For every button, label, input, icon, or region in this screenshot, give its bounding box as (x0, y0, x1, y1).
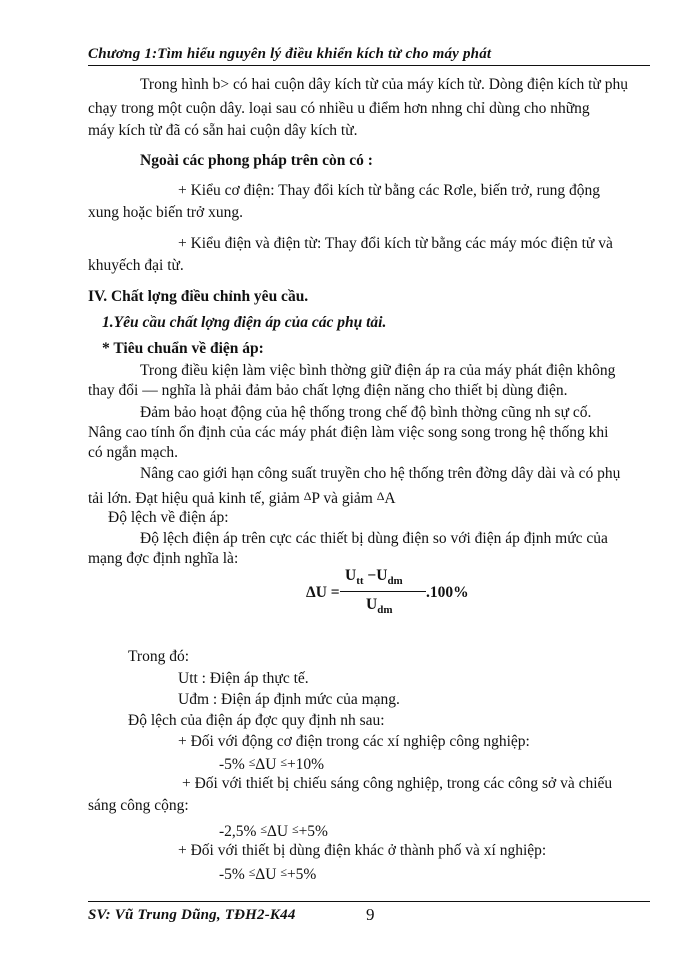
paragraph-line: mạng đợc định nghĩa là: (88, 550, 239, 567)
range-var: ΔU (255, 866, 277, 883)
range-other (219, 862, 316, 885)
paragraph-line: Nâng cao giới hạn công suất truyền cho hệ thống trên đờng dây dài và có phụ (140, 465, 621, 482)
formula-var: U (366, 596, 378, 613)
le-symbol: ≤ (280, 865, 287, 879)
formula-denominator (366, 596, 392, 616)
case-lighting: + Đối với thiết bị chiếu sáng công nghiệp, trong các công sở và chiếu (182, 775, 613, 792)
paragraph-line (88, 486, 396, 509)
subsection-heading: 1.Yêu cầu chất lợng điện áp của các phụ tải. (102, 314, 387, 331)
case-motor: + Đối với động cơ điện trong các xí nghiệp công nghiệp: (178, 733, 530, 750)
paragraph-line: chạy trong một cuộn dây. loại sau có nhiều u điểm hơn nhng chỉ dùng cho những (88, 100, 590, 117)
le-symbol: ≤ (291, 822, 299, 836)
paragraph-line: thay đổi — nghĩa là phải đảm bảo chất lợng điện năng cho thiết bị dùng điện. (88, 382, 568, 399)
definition-utt: Utt : Điện áp thực tế. (178, 670, 309, 687)
paragraph-line: máy kích từ đã có sẵn hai cuộn dây kích từ. (88, 122, 358, 139)
methods-intro: Ngoài các phong pháp trên còn có : (140, 152, 373, 169)
criteria-heading: * Tiêu chuẩn về điện áp: (102, 340, 264, 357)
formula-subscript: dm (377, 604, 393, 616)
text-run: A (384, 490, 396, 507)
definition-udm: Uđm : Điện áp định mức của mạng. (178, 691, 400, 708)
range-low: -5% (219, 756, 245, 773)
formula-op: −U (363, 567, 388, 584)
section-heading: IV. Chất lợng điều chỉnh yêu cầu. (88, 288, 309, 305)
range-high: +5% (286, 866, 317, 883)
le-symbol: ≤ (280, 755, 287, 769)
fraction-bar (340, 591, 426, 592)
header-rule (88, 65, 650, 66)
formula-subscript: dm (387, 575, 403, 587)
paragraph-line: + Kiểu điện và điện từ: Thay đổi kích từ bằng các máy móc điện tử và (178, 235, 613, 252)
page-number: 9 (366, 905, 375, 924)
delta-symbol: Δ (376, 489, 385, 503)
paragraph-line: xung hoặc biến trở xung. (88, 204, 243, 221)
deviation-heading: Độ lệch về điện áp: (108, 509, 229, 526)
range-var: ΔU (255, 756, 277, 773)
text-run: tải lớn. Đạt hiệu quả kinh tế, giảm (88, 490, 304, 507)
range-low: -2,5% (219, 823, 257, 840)
where-label: Trong đó: (128, 648, 190, 665)
running-header: Chương 1:Tìm hiểu nguyên lý điều khiển kích từ cho máy phát (88, 46, 492, 62)
range-var: ΔU (266, 823, 289, 840)
formula-tail: .100% (426, 584, 469, 601)
text-run: P và giảm (311, 490, 377, 507)
range-lighting (219, 819, 328, 842)
formula-var: U (345, 567, 357, 584)
deviation-rule: Độ lệch của điện áp đợc quy định nh sau: (128, 712, 385, 729)
paragraph-line: Đảm bảo hoạt động của hệ thống trong chế độ bình thờng cũng nh sự cố. (140, 404, 592, 421)
paragraph-line: có ngắn mạch. (88, 444, 178, 461)
paragraph-line: Trong hình b> có hai cuộn dây kích từ của máy kích từ. Dòng điện kích từ phụ (140, 76, 628, 93)
le-symbol: ≤ (260, 822, 267, 836)
footer-rule (88, 901, 650, 902)
formula-numerator (345, 567, 403, 587)
paragraph-line: Trong điều kiện làm việc bình thờng giữ điện áp ra của máy phát điện không (140, 362, 616, 379)
formula-subscript: tt (356, 575, 364, 587)
case-other: + Đối với thiết bị dùng điện khác ở thành phố và xí nghiệp: (178, 842, 547, 859)
footer-author: SV: Vũ Trung Dũng, TĐH2-K44 (88, 907, 296, 923)
range-high: +5% (298, 823, 328, 840)
range-low: -5% (219, 866, 245, 883)
paragraph-line: Nâng cao tính ổn định của các máy phát điện làm việc song song trong hệ thống khi (88, 424, 609, 441)
range-high: +10% (286, 756, 325, 773)
paragraph-line: Độ lệch điện áp trên cực các thiết bị dùng điện so với điện áp định mức của (140, 530, 608, 547)
le-symbol: ≤ (248, 865, 256, 879)
case-lighting-cont: sáng công cộng: (88, 797, 189, 814)
range-motor (219, 752, 324, 775)
delta-symbol: Δ (303, 489, 312, 503)
paragraph-line: + Kiểu cơ điện: Thay đổi kích từ bằng các Rơle, biến trở, rung động (178, 182, 600, 199)
le-symbol: ≤ (248, 755, 256, 769)
formula-lhs: ΔU = (306, 584, 340, 601)
paragraph-line: khuyếch đại từ. (88, 257, 184, 274)
